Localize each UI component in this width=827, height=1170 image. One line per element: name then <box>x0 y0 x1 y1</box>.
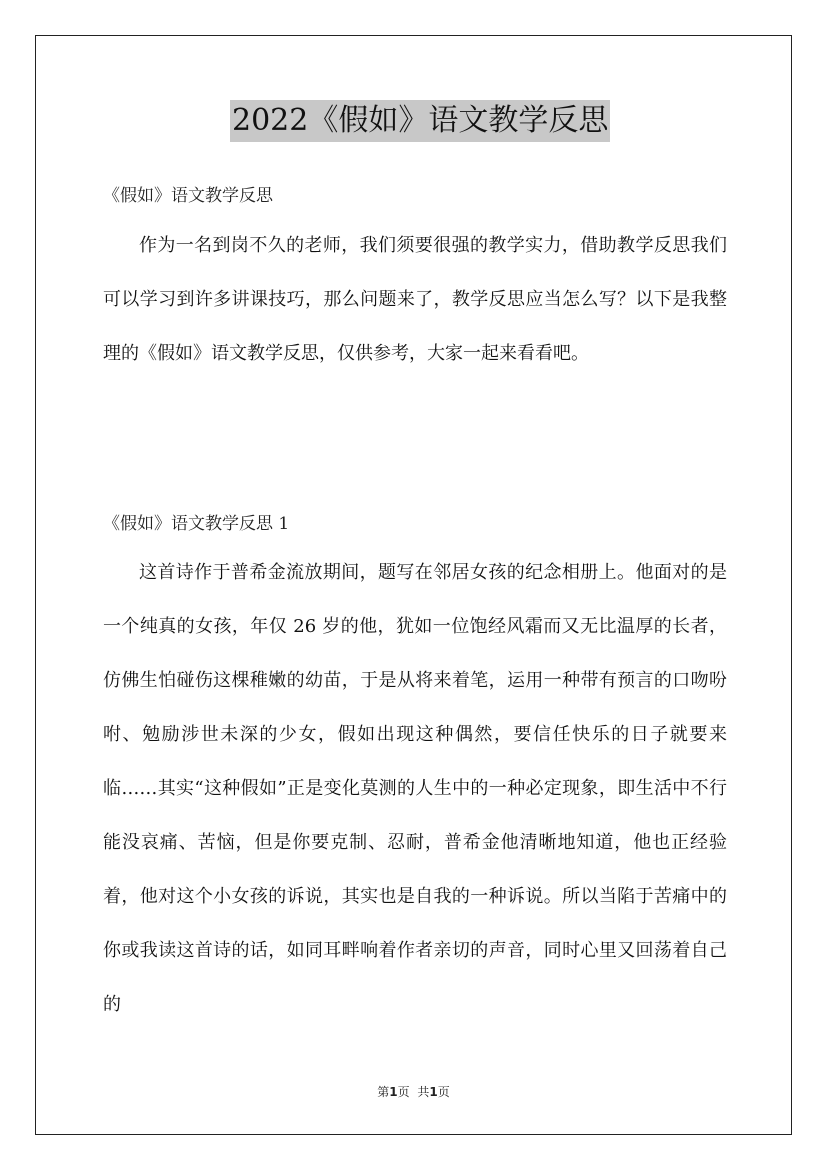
document-title: 2022《假如》语文教学反思 <box>230 100 610 142</box>
footer-page-number: 1 <box>389 1085 398 1099</box>
footer-total-prefix: 共 <box>417 1085 430 1099</box>
footer-page-prefix: 第 <box>377 1085 390 1099</box>
intro-paragraph: 作为一名到岗不久的老师，我们须要很强的教学实力，借助教学反思我们可以学习到许多讲课技巧，那么问题来了，教学反思应当怎么写？以下是我整理的《假如》语文教学反思，仅供参考，大家一起来看看吧。 <box>103 235 727 364</box>
footer-total-suffix: 页 <box>437 1085 450 1099</box>
footer-total-number: 1 <box>429 1085 438 1099</box>
section-heading: 《假如》语文教学反思 1 <box>103 514 290 534</box>
section-paragraph: 这首诗作于普希金流放期间，题写在邻居女孩的纪念相册上。他面对的是一个纯真的女孩，年仅 26 岁的他，犹如一位饱经风霜而又无比温厚的长者，仿佛生怕碰伤这棵稚嫩的幼苗，于是从将来着笔，运用一种带有预言的口吻吩咐、勉励涉世未深的少女，假如出现这种偶然，要信任快乐的日子就要来临……其实“这种假如”正是变化莫测的人生中的一种必定现象，即生活中不行能没哀痛、苦恼，但是你要克制、忍耐，普希金他清晰地知道，他也正经验着，他对这个小女孩的诉说，其实也是自我的一种诉说。所以当陷于苦痛中的你或我读这首诗的话，如同耳畔响着作者亲切的声音，同时心里又回荡着自己的 <box>103 562 727 1015</box>
page-footer <box>0 1083 827 1100</box>
footer-page-suffix: 页 <box>397 1085 410 1099</box>
document-subtitle: 《假如》语文教学反思 <box>103 186 273 206</box>
